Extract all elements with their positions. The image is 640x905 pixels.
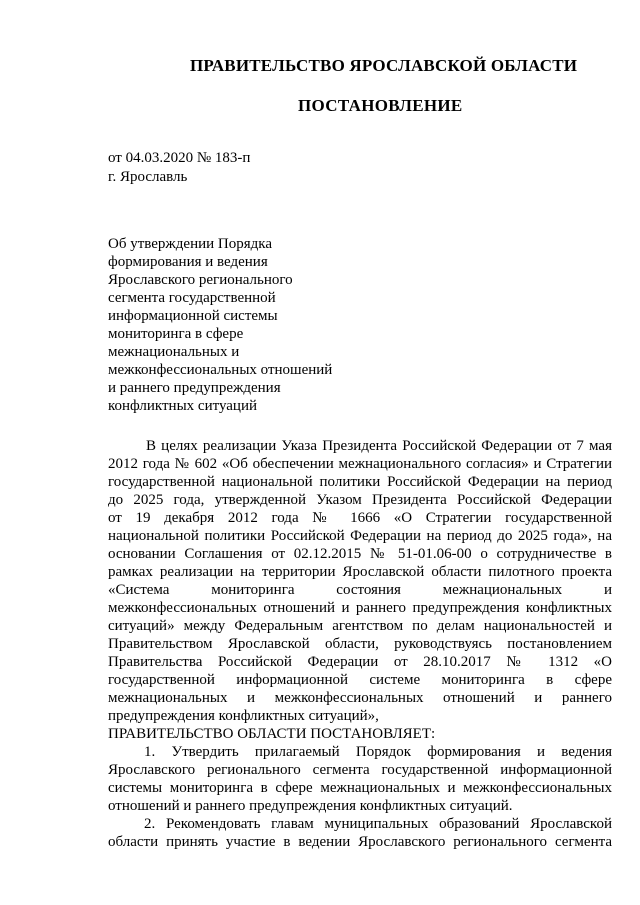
- title-line: межконфессиональных отношений: [108, 362, 333, 378]
- title-line: информационной системы: [108, 308, 278, 324]
- body-line: 2. Рекомендовать главам муниципальных образований Ярославской: [144, 816, 612, 832]
- title-line: межнациональных и: [108, 344, 240, 360]
- body-line: межконфессиональных отношений и раннего предупреждения конфликтных: [108, 600, 612, 616]
- body-line: государственной национальной политики Российской Федерации на период: [108, 474, 612, 490]
- body-line: национальной политики Российской Федерации на период до 2025 года», на: [108, 528, 612, 544]
- body-line: межнациональных и межконфессиональных отношений и раннего: [108, 690, 612, 706]
- body-line: 1. Утвердить прилагаемый Порядок формирования и ведения: [144, 744, 612, 760]
- resolution-line: ПРАВИТЕЛЬСТВО ОБЛАСТИ ПОСТАНОВЛЯЕТ:: [108, 726, 436, 742]
- body-line: ситуаций» между Федеральным агентством по делам национальностей и: [108, 618, 612, 634]
- document-city: г. Ярославль: [108, 169, 188, 185]
- body-line: Правительства Российской Федерации от 28.10.2017 № 1312 «О: [108, 654, 612, 670]
- title-line: сегмента государственной: [108, 290, 276, 306]
- body-line: «Система мониторинга состояния межнациональных и: [108, 582, 612, 598]
- title-line: и раннего предупреждения: [108, 380, 281, 396]
- body-line: предупреждения конфликтных ситуаций»,: [108, 708, 379, 724]
- document-body: [108, 437, 612, 851]
- title-line: конфликтных ситуаций: [108, 398, 257, 414]
- title-line: формирования и ведения: [108, 254, 268, 270]
- body-line: Ярославского регионального сегмента государственной информационной: [108, 762, 612, 778]
- document-date-number: от 04.03.2020 № 183-п: [108, 150, 251, 166]
- body-line: Правительством Ярославской области, руководствуясь постановлением: [108, 636, 612, 652]
- body-line: до 2025 года, утвержденной Указом Президента Российской Федерации: [108, 492, 612, 508]
- body-line: системы мониторинга в сфере межнациональных и межконфессиональных: [108, 780, 612, 796]
- body-line: отношений и раннего предупреждения конфликтных ситуаций.: [108, 798, 513, 814]
- body-line: основании Соглашения от 02.12.2015 № 51-01.06-00 о сотрудничестве в: [108, 546, 612, 562]
- body-line: рамках реализации на территории Ярославской области пилотного проекта: [108, 564, 612, 580]
- title-line: мониторинга в сфере: [108, 326, 244, 342]
- title-line: Ярославского регионального: [108, 272, 293, 288]
- body-line: от 19 декабря 2012 года № 1666 «О Стратегии государственной: [108, 510, 612, 526]
- body-line: В целях реализации Указа Президента Российской Федерации от 7 мая: [146, 438, 612, 454]
- body-line: 2012 года № 602 «Об обеспечении межнационального согласия» и Стратегии: [108, 456, 612, 472]
- body-line: области принять участие в ведении Ярославского регионального сегмента: [108, 834, 612, 850]
- document-type-heading: ПОСТАНОВЛЕНИЕ: [298, 96, 463, 115]
- body-line: государственной информационной системе мониторинга в сфере: [108, 672, 612, 688]
- title-line: Об утверждении Порядка: [108, 236, 272, 252]
- document-title: [108, 235, 332, 415]
- government-heading: ПРАВИТЕЛЬСТВО ЯРОСЛАВСКОЙ ОБЛАСТИ: [190, 56, 578, 75]
